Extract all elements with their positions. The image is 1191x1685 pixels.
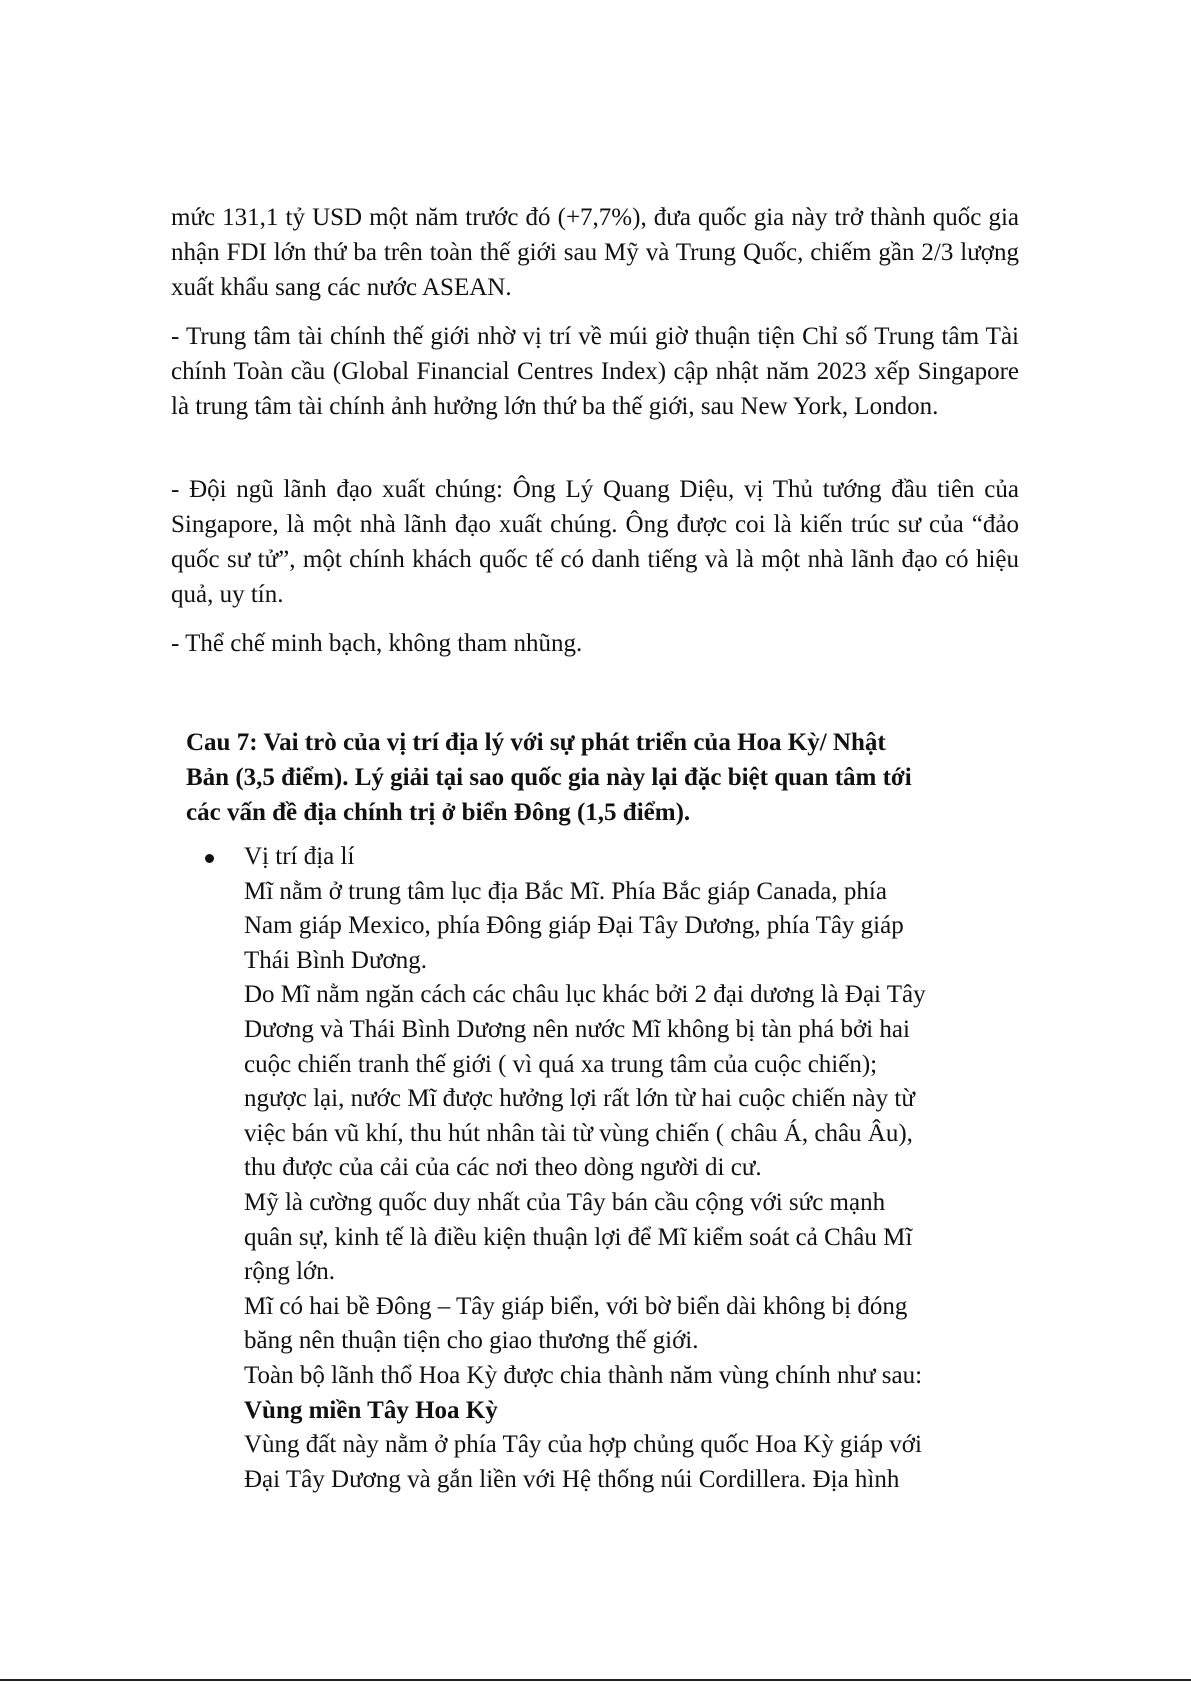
bullet-line: cuộc chiến tranh thế giới ( vì quá xa trung tâm của cuộc chiến);	[244, 1050, 878, 1078]
bullet-line: Thái Bình Dương.	[244, 946, 428, 974]
bullet-line: Vùng đất này nằm ở phía Tây của hợp chủng quốc Hoa Kỳ giáp với	[244, 1431, 922, 1459]
page-bottom-rule	[0, 1679, 1191, 1681]
paragraph-fdi: mức 131,1 tỷ USD một năm trước đó (+7,7%), đưa quốc gia này trở thành quốc gia nhận FDI lớn thứ ba trên toàn thế giới sau Mỹ và Trung Quốc, chiếm gần 2/3 lượng xuất khẩu sang các nước ASEAN.	[171, 204, 1019, 301]
bullet-line: băng nên thuận tiện cho giao thương thế giới.	[244, 1327, 699, 1355]
bullet-line: Mĩ có hai bề Đông – Tây giáp biển, với bờ biển dài không bị đóng	[244, 1292, 908, 1320]
bullet-line: Đại Tây Dương và gắn liền với Hệ thống núi Cordillera. Địa hình	[244, 1465, 900, 1493]
bullet-line: Toàn bộ lãnh thổ Hoa Kỳ được chia thành năm vùng chính như sau:	[244, 1361, 923, 1389]
bullet-line: Mĩ nằm ở trung tâm lục địa Bắc Mĩ. Phía Bắc giáp Canada, phía	[244, 877, 887, 905]
bullet-line: Dương và Thái Bình Dương nên nước Mĩ không bị tàn phá bởi hai	[244, 1015, 910, 1043]
bullet-line: rộng lớn.	[244, 1258, 335, 1286]
bullet-line: Do Mĩ nằm ngăn cách các châu lục khác bởi 2 đại dương là Đại Tây	[244, 981, 926, 1009]
question-heading-line-2: Bản (3,5 điểm). Lý giải tại sao quốc gia này lại đặc biệt quan tâm tới	[186, 764, 912, 791]
bullet-line: việc bán vũ khí, thu hút nhân tài từ vùng chiến ( châu Á, châu Âu),	[244, 1119, 913, 1147]
bullet-line: Vị trí địa lí	[244, 843, 355, 870]
bullet-body	[244, 840, 1024, 1497]
bullet-line: Nam giáp Mexico, phía Đông giáp Đại Tây Dương, phía Tây giáp	[244, 912, 904, 940]
paragraph-financial-center: - Trung tâm tài chính thế giới nhờ vị trí về múi giờ thuận tiện Chỉ số Trung tâm Tài chính Toàn cầu (Global Financial Centres Index) cập nhật năm 2023 xếp Singapore là trung tâm tài chính ảnh hưởng lớn thứ ba thế giới, sau New York, London.	[171, 323, 1019, 420]
bullet-line: thu được của cải của các nơi theo dòng người di cư.	[244, 1154, 762, 1182]
bullet-line: quân sự, kinh tế là điều kiện thuận lợi để Mĩ kiểm soát cả Châu Mĩ	[244, 1223, 913, 1251]
question-heading-line-1: Cau 7: Vai trò của vị trí địa lý với sự phát triển của Hoa Kỳ/ Nhật	[186, 729, 886, 756]
bullet-line: Mỹ là cường quốc duy nhất của Tây bán cầu cộng với sức mạnh	[244, 1188, 886, 1216]
bullet-line: ngược lại, nước Mĩ được hưởng lợi rất lớn từ hai cuộc chiến này từ	[244, 1085, 915, 1113]
paragraph-institutions: - Thể chế minh bạch, không tham nhũng.	[171, 630, 583, 657]
paragraph-leadership: - Đội ngũ lãnh đạo xuất chúng: Ông Lý Quang Diệu, vị Thủ tướng đầu tiên của Singapore, là một nhà lãnh đạo xuất chúng. Ông được coi là kiến trúc sư của “đảo quốc sư tử”, một chính khách quốc tế có danh tiếng và là một nhà lãnh đạo có hiệu quả, uy tín.	[171, 476, 1019, 608]
bullet-dot-icon	[205, 854, 214, 863]
question-heading-line-3: các vấn đề địa chính trị ở biển Đông (1,5 điểm).	[186, 799, 691, 826]
section-subheading: Vùng miền Tây Hoa Kỳ	[244, 1396, 498, 1424]
